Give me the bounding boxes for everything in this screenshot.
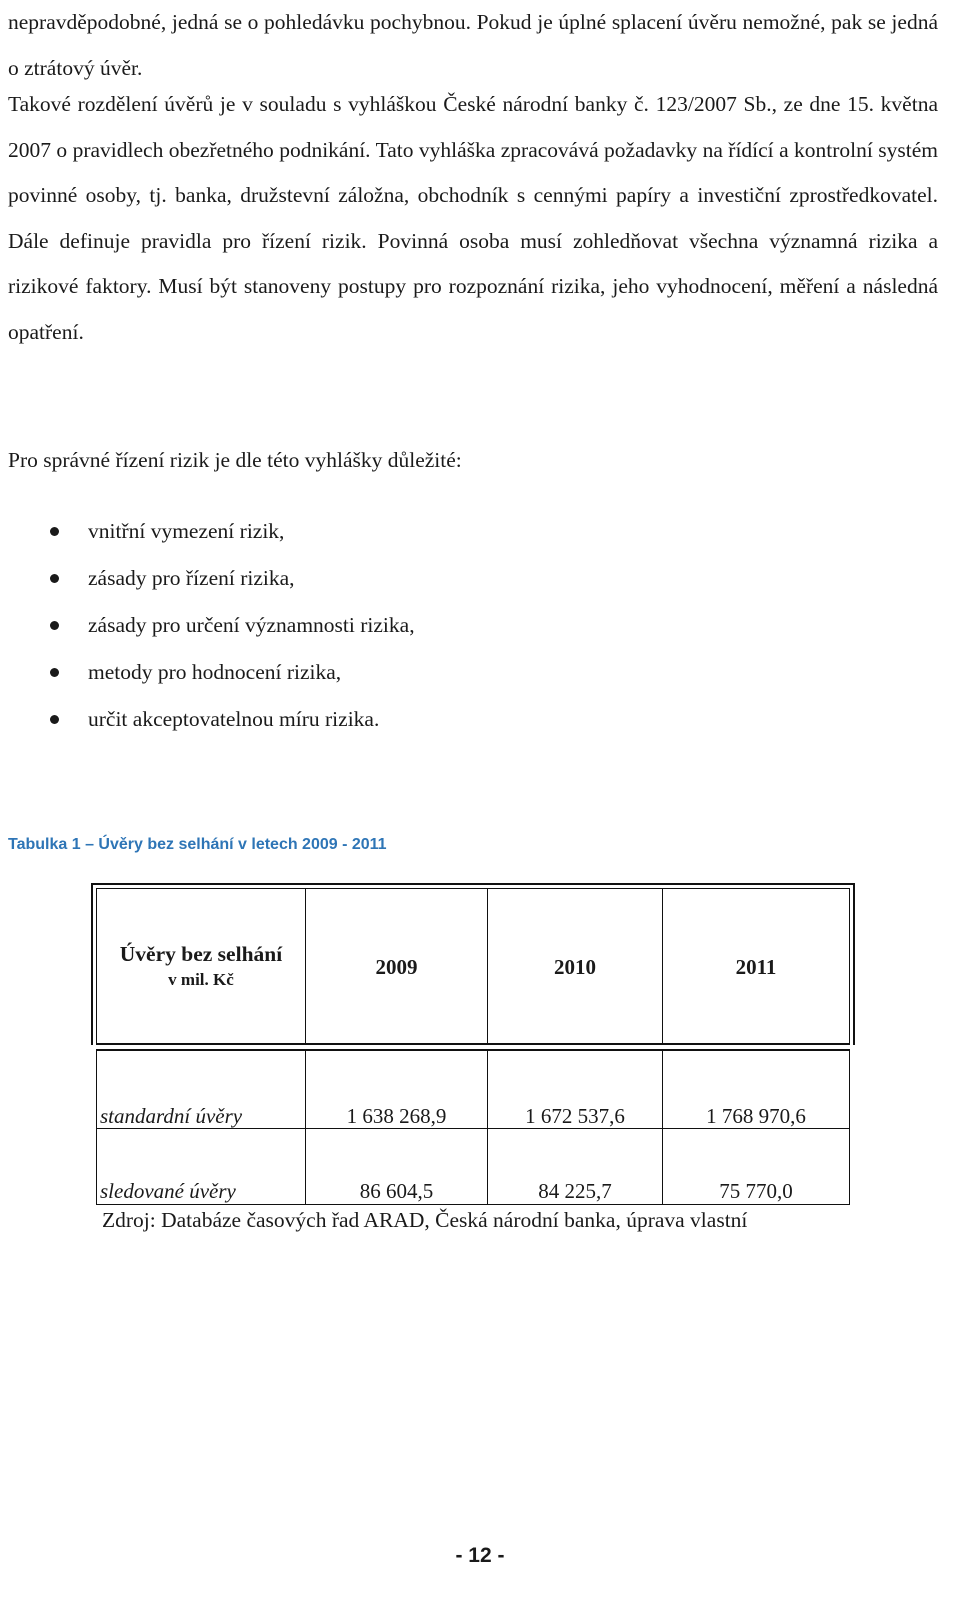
table-header-year: 2009 bbox=[375, 955, 418, 979]
list-item bbox=[0, 508, 415, 555]
risk-principles-list bbox=[0, 508, 415, 743]
table-header-year: 2010 bbox=[554, 955, 596, 979]
table-cell: 86 604,5 bbox=[359, 1179, 434, 1203]
table-border bbox=[96, 1049, 850, 1051]
list-item bbox=[0, 649, 415, 696]
table-row-label: sledované úvěry bbox=[100, 1179, 236, 1203]
paragraph-regulation: Takové rozdělení úvěrů je v souladu s vyhláškou České národní banky č. 123/2007 Sb., ze dne 15. května 2007 o pravidlech obezřetného podnikání. Tato vyhláška zpracovává požadavky na řídící a kontrolní systém povinné osoby, tj. banka, družstevní záložna, obchodník s cennými papíry a investiční zprostředkovatel. Dále definuje pravidla pro řízení rizik. Povinná osoba musí zohledňovat všechna významná rizika a rizikové faktory. Musí být stanoveny postupy pro rozpoznání rizika, jeho vyhodnocení, měření a následná opatření. bbox=[8, 92, 938, 344]
table-cell: 1 638 268,9 bbox=[346, 1104, 447, 1128]
table-border bbox=[96, 1128, 850, 1129]
table-header-label: Úvěry bez selhání bbox=[119, 942, 283, 966]
table-border bbox=[96, 1049, 97, 1204]
paragraph-list-intro: Pro správné řízení rizik je dle této vyhlášky důležité: bbox=[8, 448, 462, 472]
bullet-icon bbox=[50, 574, 59, 583]
table-border bbox=[91, 883, 93, 1045]
bullet-icon bbox=[50, 527, 59, 536]
table-border bbox=[96, 1204, 850, 1205]
list-item-text: zásady pro určení významnosti rizika, bbox=[88, 613, 415, 637]
table-border bbox=[849, 1049, 850, 1204]
page-number: - 12 - bbox=[455, 1544, 505, 1567]
table-row-label: standardní úvěry bbox=[100, 1104, 243, 1128]
table-header-year: 2011 bbox=[735, 955, 777, 979]
table-header-unit: v mil. Kč bbox=[168, 970, 234, 989]
table-border bbox=[305, 888, 306, 1045]
bullet-icon bbox=[50, 621, 59, 630]
table-border bbox=[96, 888, 97, 1045]
table-border bbox=[487, 1049, 488, 1204]
table-border bbox=[662, 1049, 663, 1204]
list-item bbox=[0, 602, 415, 649]
table-border bbox=[96, 1043, 850, 1045]
list-item-text: metody pro hodnocení rizika, bbox=[88, 660, 342, 684]
table-source-note: Zdroj: Databáze časových řad ARAD, Česká národní banka, úprava vlastní bbox=[102, 1208, 748, 1232]
table-border bbox=[96, 888, 850, 889]
table-border bbox=[853, 883, 855, 1045]
table-border bbox=[662, 888, 663, 1045]
table-border bbox=[487, 888, 488, 1045]
table-border bbox=[305, 1049, 306, 1204]
table-cell: 1 768 970,6 bbox=[706, 1104, 806, 1128]
bullet-icon bbox=[50, 668, 59, 677]
table-cell: 1 672 537,6 bbox=[525, 1104, 625, 1128]
table-cell: 84 225,7 bbox=[538, 1179, 612, 1203]
list-item-text: zásady pro řízení rizika, bbox=[88, 566, 295, 590]
list-item bbox=[0, 555, 415, 602]
list-item-text: určit akceptovatelnou míru rizika. bbox=[88, 707, 380, 731]
table-border bbox=[91, 883, 855, 885]
list-item bbox=[0, 696, 415, 743]
list-item-text: vnitřní vymezení rizik, bbox=[88, 519, 285, 543]
table-caption: Tabulka 1 – Úvěry bez selhání v letech 2009 - 2011 bbox=[8, 836, 387, 853]
paragraph-intro: nepravděpodobné, jedná se o pohledávku pochybnou. Pokud je úplné splacení úvěru nemožné, pak se jedná o ztrátový úvěr. bbox=[8, 10, 938, 80]
table-border bbox=[849, 888, 850, 1045]
table-cell: 75 770,0 bbox=[719, 1179, 793, 1203]
bullet-icon bbox=[50, 715, 59, 724]
